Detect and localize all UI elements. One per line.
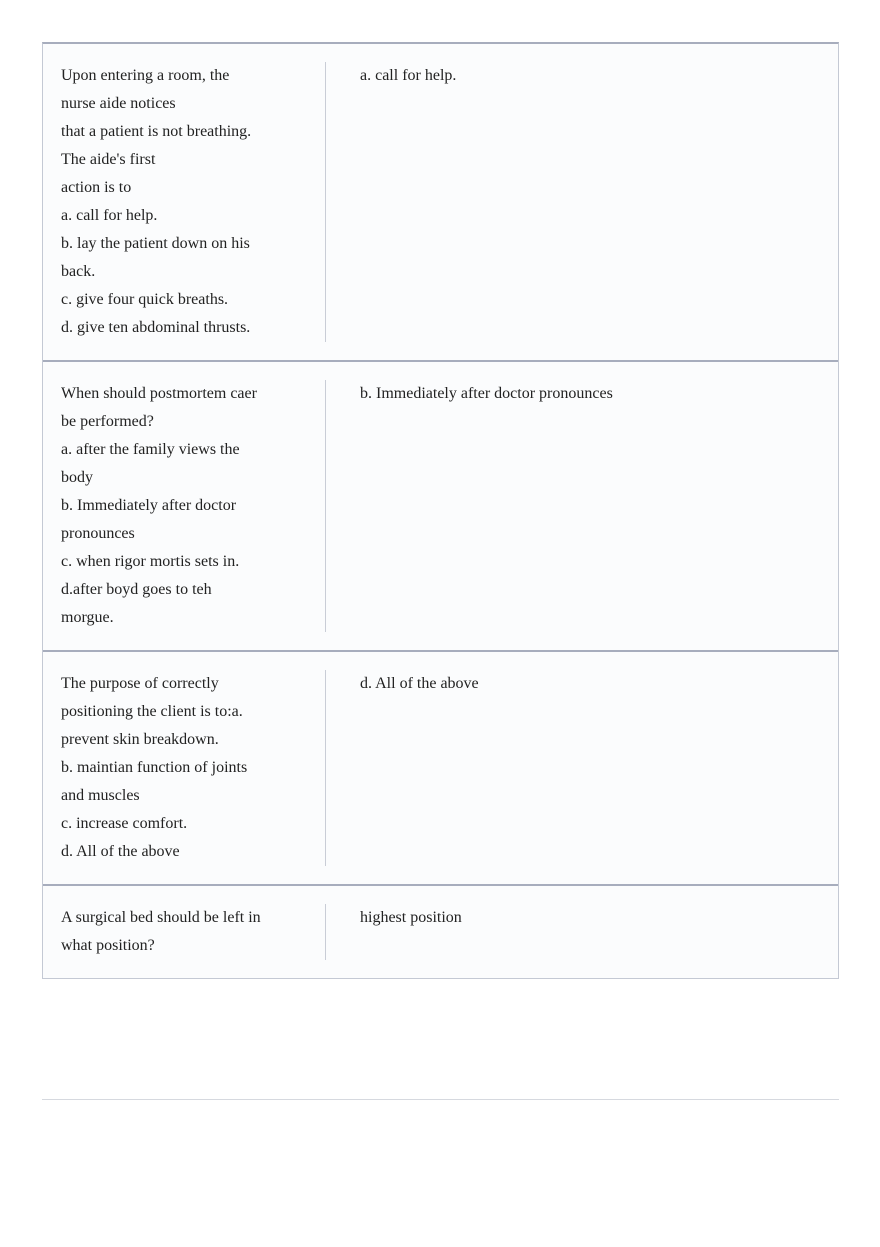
term-line: action is to bbox=[61, 179, 132, 196]
card-definition: b. Immediately after doctor pronounces bbox=[360, 385, 613, 402]
term-line: c. when rigor mortis sets in. bbox=[61, 553, 240, 570]
term-line: pronounces bbox=[61, 525, 135, 542]
page-divider bbox=[42, 1099, 839, 1100]
term-line: b. lay the patient down on his bbox=[61, 235, 250, 252]
term-line: d. give ten abdominal thrusts. bbox=[61, 319, 251, 336]
flashcard bbox=[43, 362, 838, 652]
term-line: prevent skin breakdown. bbox=[61, 731, 219, 748]
card-definition: highest position bbox=[360, 909, 462, 926]
term-line: c. give four quick breaths. bbox=[61, 291, 229, 308]
term-line: b. maintian function of joints bbox=[61, 759, 248, 776]
term-line: d. All of the above bbox=[61, 843, 180, 860]
flashcard bbox=[43, 44, 838, 362]
card-term bbox=[43, 380, 326, 632]
flashcard bbox=[43, 886, 838, 978]
term-line: morgue. bbox=[61, 609, 114, 626]
term-line: nurse aide notices bbox=[61, 95, 176, 112]
term-line: body bbox=[61, 469, 93, 486]
term-line: positioning the client is to:a. bbox=[61, 703, 243, 720]
term-line: Upon entering a room, the bbox=[61, 67, 230, 84]
flashcard-list bbox=[42, 42, 839, 979]
card-term bbox=[43, 670, 326, 866]
term-line: a. call for help. bbox=[61, 207, 158, 224]
term-line: back. bbox=[61, 263, 96, 280]
term-line: and muscles bbox=[61, 787, 140, 804]
term-line: When should postmortem caer bbox=[61, 385, 257, 402]
card-definition: d. All of the above bbox=[360, 675, 479, 692]
term-line: that a patient is not breathing. bbox=[61, 123, 252, 140]
card-term bbox=[43, 62, 326, 342]
card-definition: a. call for help. bbox=[360, 67, 457, 84]
term-line: a. after the family views the bbox=[61, 441, 240, 458]
term-line: c. increase comfort. bbox=[61, 815, 188, 832]
term-line: be performed? bbox=[61, 413, 154, 430]
term-line: what position? bbox=[61, 937, 155, 954]
term-line: b. Immediately after doctor bbox=[61, 497, 237, 514]
term-line: A surgical bed should be left in bbox=[61, 909, 261, 926]
card-term bbox=[43, 904, 326, 960]
term-line: The aide's first bbox=[61, 151, 156, 168]
term-line: The purpose of correctly bbox=[61, 675, 219, 692]
flashcard bbox=[43, 652, 838, 886]
term-line: d.after boyd goes to teh bbox=[61, 581, 212, 598]
